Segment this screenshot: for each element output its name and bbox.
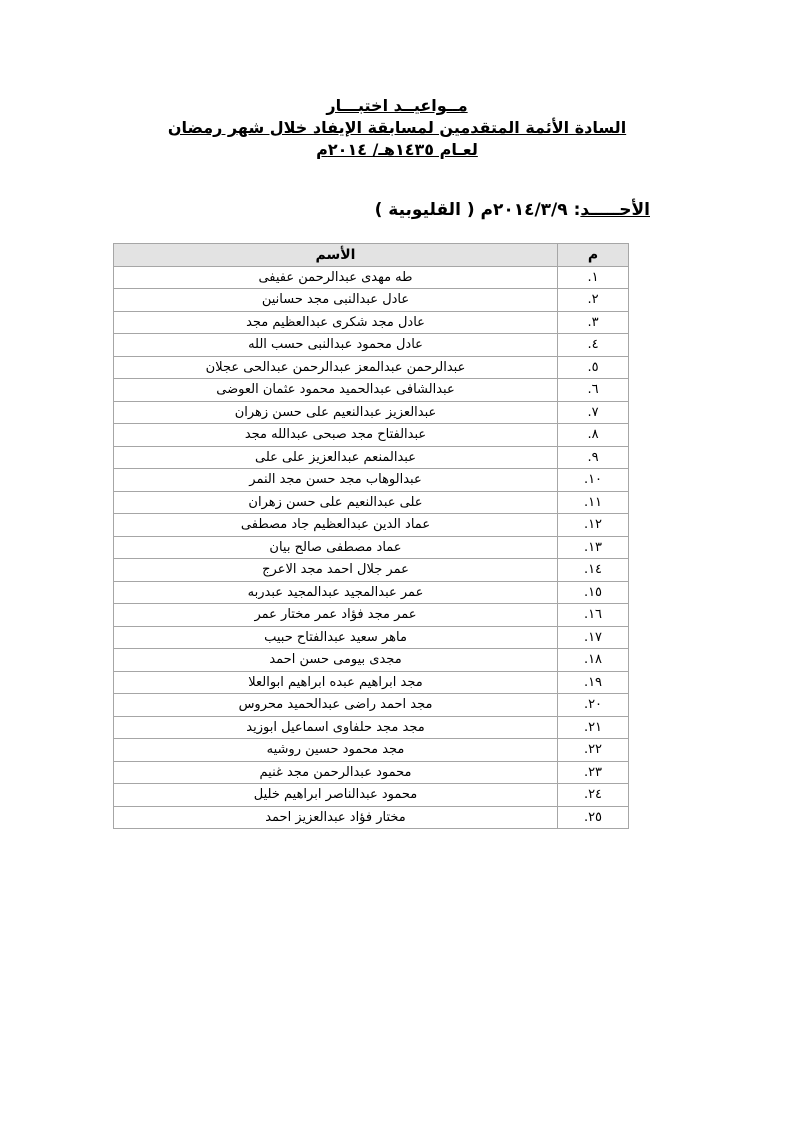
row-number: ١٠. — [558, 469, 629, 492]
row-number: ١٧. — [558, 626, 629, 649]
session-day: الأحـــــد — [580, 200, 650, 220]
table-row — [114, 469, 629, 492]
row-name: مجدى بيومى حسن احمد — [114, 649, 558, 672]
table-row — [114, 289, 629, 312]
row-number: ٧. — [558, 401, 629, 424]
table-row — [114, 401, 629, 424]
table-row — [114, 649, 629, 672]
row-name: طه مهدى عبدالرحمن عفيفى — [114, 266, 558, 289]
table-row — [114, 626, 629, 649]
table-row — [114, 311, 629, 334]
row-name: عادل مجد شكرى عبدالعظيم مجد — [114, 311, 558, 334]
table-row — [114, 806, 629, 829]
table-row — [114, 761, 629, 784]
table-row — [114, 334, 629, 357]
row-name: مجد احمد راضى عبدالحميد محروس — [114, 694, 558, 717]
row-name: عبدالفتاح مجد صبحى عبدالله مجد — [114, 424, 558, 447]
row-number: ٢٠. — [558, 694, 629, 717]
row-number: ٢٤. — [558, 784, 629, 807]
row-name: عبدالرحمن عبدالمعز عبدالرحمن عبدالحى عجلان — [114, 356, 558, 379]
row-name: ماهر سعيد عبدالفتاح حبيب — [114, 626, 558, 649]
row-name: عماد مصطفى صالح بيان — [114, 536, 558, 559]
table-row — [114, 739, 629, 762]
row-number: ٢١. — [558, 716, 629, 739]
row-number: ٢٢. — [558, 739, 629, 762]
row-name: عادل عبدالنبى مجد حسانين — [114, 289, 558, 312]
header-year: لعـام ١٤٣٥هـ/ ٢٠١٤م — [316, 140, 478, 159]
table-row — [114, 604, 629, 627]
table-row — [114, 491, 629, 514]
candidates-table — [113, 243, 629, 829]
table-row — [114, 424, 629, 447]
row-number: ١٨. — [558, 649, 629, 672]
row-number: ٥. — [558, 356, 629, 379]
row-name: مختار فؤاد عبدالعزيز احمد — [114, 806, 558, 829]
row-number: ٢٣. — [558, 761, 629, 784]
row-number: ١٦. — [558, 604, 629, 627]
table-row — [114, 694, 629, 717]
row-name: عبدالشافى عبدالحميد محمود عثمان العوضى — [114, 379, 558, 402]
row-number: ٩. — [558, 446, 629, 469]
table-row — [114, 716, 629, 739]
row-name: عبدالمنعم عبدالعزيز على على — [114, 446, 558, 469]
row-name: محمود عبدالناصر ابراهيم خليل — [114, 784, 558, 807]
header-subtitle: السادة الأئمة المتقدمين لمسابقة الإيفاد خلال شهر رمضان — [167, 118, 627, 137]
table-row — [114, 446, 629, 469]
table-row — [114, 514, 629, 537]
column-header-name: الأسم — [114, 244, 558, 267]
document-header — [0, 95, 794, 161]
session-date-line — [375, 198, 650, 222]
row-number: ١٢. — [558, 514, 629, 537]
row-name: عادل محمود عبدالنبى حسب الله — [114, 334, 558, 357]
session-details: : ٢٠١٤/٣/٩م ( القليوبية ) — [374, 200, 581, 220]
row-number: ٢. — [558, 289, 629, 312]
row-name: عبدالعزيز عبدالنعيم على حسن زهران — [114, 401, 558, 424]
row-name: عمر مجد فؤاد عمر مختار عمر — [114, 604, 558, 627]
table-row — [114, 559, 629, 582]
row-name: على عبدالنعيم على حسن زهران — [114, 491, 558, 514]
row-name: عماد الدين عبدالعظيم جاد مصطفى — [114, 514, 558, 537]
row-name: عبدالوهاب مجد حسن مجد النمر — [114, 469, 558, 492]
table-row — [114, 671, 629, 694]
row-number: ٢٥. — [558, 806, 629, 829]
row-name: مجد محمود حسين روشيه — [114, 739, 558, 762]
table-row — [114, 581, 629, 604]
table-row — [114, 536, 629, 559]
row-name: مجد مجد حلفاوى اسماعيل ابوزيد — [114, 716, 558, 739]
table-row — [114, 266, 629, 289]
row-number: ١. — [558, 266, 629, 289]
row-number: ١٣. — [558, 536, 629, 559]
table-header-row — [114, 244, 629, 267]
row-number: ١١. — [558, 491, 629, 514]
row-number: ٣. — [558, 311, 629, 334]
column-header-number: م — [558, 244, 629, 267]
table-row — [114, 356, 629, 379]
table-row — [114, 379, 629, 402]
row-name: عمر جلال احمد مجد الاعرج — [114, 559, 558, 582]
row-number: ١٩. — [558, 671, 629, 694]
row-number: ٤. — [558, 334, 629, 357]
row-name: محمود عبدالرحمن مجد غنيم — [114, 761, 558, 784]
row-number: ٦. — [558, 379, 629, 402]
row-name: عمر عبدالمجيد عبدالمجيد عبدربه — [114, 581, 558, 604]
row-number: ٨. — [558, 424, 629, 447]
header-title: مــواعيــد اختبـــار — [326, 96, 468, 115]
table-row — [114, 784, 629, 807]
table-body — [114, 266, 629, 829]
row-number: ١٤. — [558, 559, 629, 582]
row-number: ١٥. — [558, 581, 629, 604]
row-name: مجد ابراهيم عبده ابراهيم ابوالعلا — [114, 671, 558, 694]
